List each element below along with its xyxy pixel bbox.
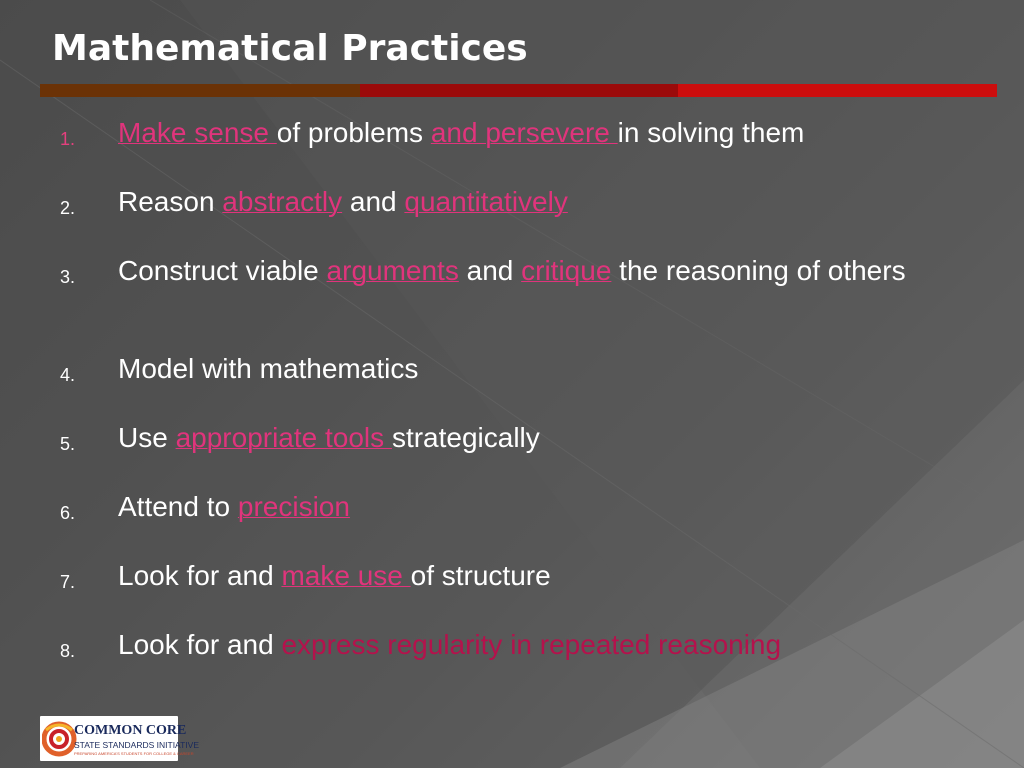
practice-text-segment: Look for and [118,560,282,591]
practice-text [118,187,958,217]
practice-text-segment: and [458,255,522,286]
title-underline-bar [40,84,997,97]
practice-text [118,354,958,384]
common-core-logo [40,716,199,761]
practice-link[interactable]: and persevere [430,117,618,148]
practice-text-segment: Reason [118,186,223,217]
practice-text [118,423,958,453]
practice-link[interactable]: critique [521,255,612,286]
practice-number: 2. [60,198,76,218]
practice-link[interactable]: Make sense [118,117,277,148]
practice-number: 3. [60,267,76,287]
practice-link[interactable]: precision [237,491,350,522]
slide-title: Mathematical Practices [52,28,528,69]
practice-text-segment: Model with mathematics [118,353,419,384]
practice-text-segment: Construct viable [118,255,327,286]
practice-text [118,492,958,522]
practice-text [118,118,958,148]
practice-text [118,630,958,660]
logo-line-3: PREPARING AMERICA'S STUDENTS FOR COLLEGE & CAREER [74,751,194,756]
swirl-logo-icon [42,718,78,758]
practice-text-segment: Attend to [118,491,238,522]
practice-number: 6. [60,503,76,523]
practice-emphasis: express regularity in repeated reasoning [281,629,782,660]
practice-link[interactable]: arguments [326,255,459,286]
practice-text-segment: strategically [391,422,540,453]
practice-text-segment: of problems [276,117,431,148]
practice-text-segment: Look for and [118,629,282,660]
practice-link[interactable]: abstractly [222,186,343,217]
practice-text-segment: of structure [410,560,551,591]
logo-line-1: COMMON CORE [74,723,187,738]
practice-text [118,561,958,591]
practice-number: 8. [60,641,76,661]
practice-text-segment: the reasoning of others [611,255,906,286]
practice-text-segment: in solving them [617,117,805,148]
title-bar-segment-dark-red [360,84,678,97]
practice-link[interactable]: make use [281,560,411,591]
logo-line-2: STATE STANDARDS INITIATIVE [74,740,199,750]
practice-text-segment: Use [118,422,176,453]
title-bar-segment-red [678,84,997,97]
practice-number: 4. [60,365,76,385]
practice-link[interactable]: appropriate tools [175,422,392,453]
title-bar-segment-brown [40,84,360,97]
practice-number: 5. [60,434,76,454]
practice-number: 1. [60,129,76,149]
practice-text [118,256,958,286]
practice-link[interactable]: quantitatively [404,186,568,217]
practice-number: 7. [60,572,76,592]
practice-text-segment: and [342,186,405,217]
